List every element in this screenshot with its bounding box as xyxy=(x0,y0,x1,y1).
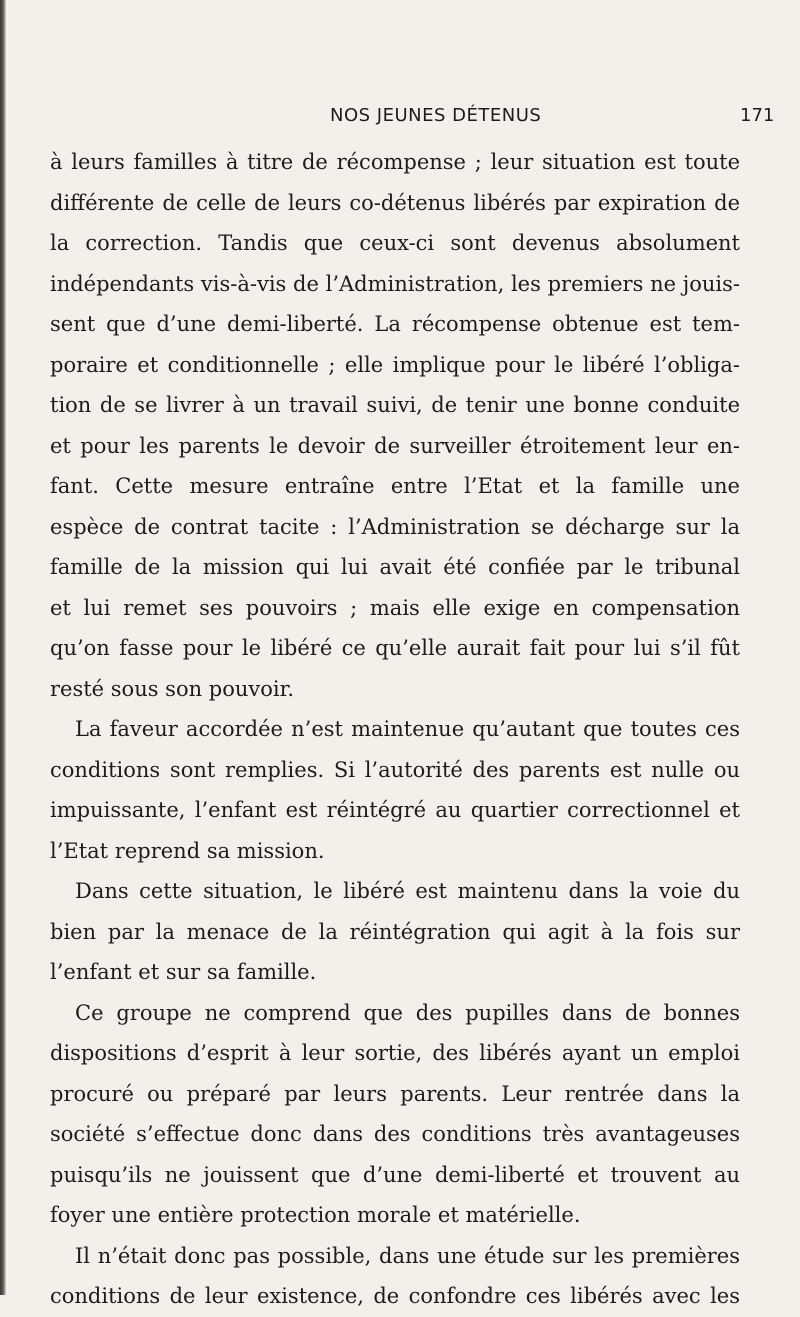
text-line-paragraph-start: Il n’était donc pas possible, dans une étude sur les premières xyxy=(75,1243,740,1268)
running-title: NOS JEUNES DÉTENUS xyxy=(330,105,542,126)
text-line: puisqu’ils ne jouissent que d’une demi-liberté et trouvent au xyxy=(50,1162,740,1187)
text-line: à leurs familles à titre de récompense ; leur situation est toute xyxy=(50,150,740,174)
text-line: différente de celle de leurs co-détenus libérés par expiration de xyxy=(50,190,740,215)
text-line: impuissante, l’enfant est réintégré au quartier correctionnel et xyxy=(50,798,740,822)
text-line: tion de se livrer à un travail suivi, de tenir une bonne conduite xyxy=(50,393,740,417)
text-line-paragraph-end: foyer une entière protection morale et matérielle. xyxy=(50,1203,581,1227)
page-number: 171 xyxy=(740,105,775,126)
text-line: conditions sont remplies. Si l’autorité des parents est nulle ou xyxy=(50,757,740,782)
text-line: fant. Cette mesure entraîne entre l’Etat et la famille une xyxy=(50,474,740,498)
text-line: conditions de leur existence, de confondre ces libérés avec les xyxy=(50,1284,740,1308)
text-line: indépendants vis-à-vis de l’Administration, les premiers ne jouis- xyxy=(50,271,740,296)
body-text xyxy=(50,142,740,1317)
page-binding-edge xyxy=(0,0,6,1295)
text-line-paragraph-start: La faveur accordée n’est maintenue qu’autant que toutes ces xyxy=(75,717,740,741)
text-line: société s’effectue donc dans des conditions très avantageuses xyxy=(50,1122,740,1146)
text-line: sent que d’une demi-liberté. La récompense obtenue est tem- xyxy=(50,312,740,336)
text-line-paragraph-end: l’Etat reprend sa mission. xyxy=(50,838,325,863)
text-line: dispositions d’esprit à leur sortie, des libérés ayant un emploi xyxy=(50,1041,740,1065)
text-line-paragraph-start: Ce groupe ne comprend que des pupilles dans de bonnes xyxy=(75,1000,740,1025)
text-line: qu’on fasse pour le libéré ce qu’elle aurait fait pour lui s’il fût xyxy=(50,636,740,660)
text-line: et lui remet ses pouvoirs ; mais elle exige en compensation xyxy=(50,595,740,620)
text-line: famille de la mission qui lui avait été confiée par le tribunal xyxy=(50,555,740,579)
text-line: et pour les parents le devoir de surveiller étroitement leur en- xyxy=(50,433,740,458)
text-line: poraire et conditionnelle ; elle implique pour le libéré l’obliga- xyxy=(50,352,740,377)
text-line-paragraph-end: resté sous son pouvoir. xyxy=(50,676,295,701)
text-line: la correction. Tandis que ceux-ci sont devenus absolument xyxy=(50,231,740,255)
text-line-paragraph-end: l’enfant et sur sa famille. xyxy=(50,960,317,984)
page-header xyxy=(0,105,800,135)
text-line: bien par la menace de la réintégration qui agit à la fois sur xyxy=(50,919,740,944)
text-line: procuré ou préparé par leurs parents. Leur rentrée dans la xyxy=(50,1081,740,1106)
text-line: espèce de contrat tacite : l’Administration se décharge sur la xyxy=(50,514,740,539)
text-line-paragraph-start: Dans cette situation, le libéré est maintenu dans la voie du xyxy=(75,879,740,903)
